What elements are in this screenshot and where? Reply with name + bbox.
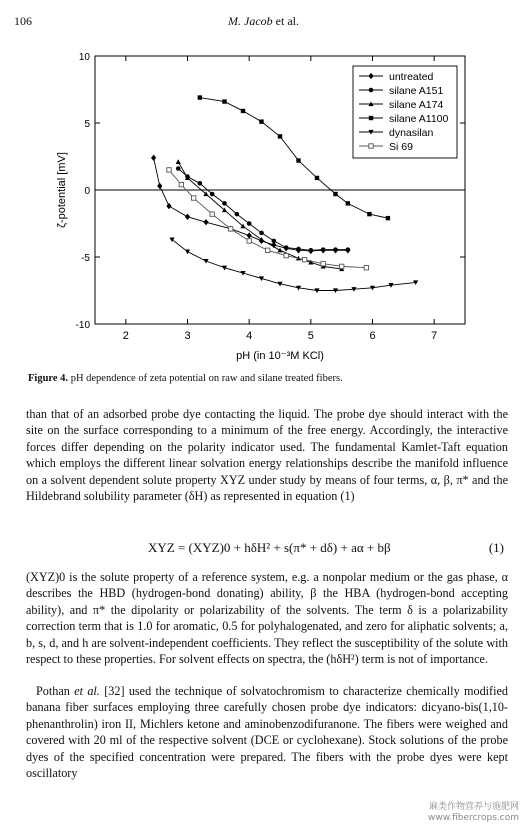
series-line-dynasilan [172,240,416,291]
legend-marker [369,144,373,148]
running-header [0,14,527,29]
paragraph-1: than that of an adsorbed probe dye contacting the liquid. The probe dye should interact with the site on the surface corresponding to a minimum of the free energy. Accordingly, the interactive forces differ depending on the polarity indicator used. The fundamental Kamlet-Taft equation which employs the different linear solvation energy relationships describe the manifold influence on a solvent dependent solute property XYZ under study by means of four terms, α, β, π* and the Hildebrand solubility parameter (δH) as represented in equation (1) [26,407,508,504]
data-point-dynasilan [185,250,190,255]
watermark-line-1: 麻类作物营养与施肥网 [428,802,519,812]
header-authors: M. Jacob [228,14,273,28]
paragraph-3 [26,683,508,781]
caption-text: pH dependence of zeta potential on raw and silane treated fibers. [68,373,343,384]
data-point-si-69 [265,248,269,252]
data-point-si-69 [302,257,306,261]
series-line-untreated [154,158,348,251]
data-point-silane-a1100 [241,109,245,113]
x-axis-label: pH (in 10⁻³M KCl) [236,350,324,362]
data-point-silane-a151 [222,201,227,206]
header-etal: et al. [272,14,299,28]
data-point-si-69 [284,253,288,257]
legend-label: Si 69 [389,141,413,153]
data-point-si-69 [191,196,195,200]
legend-label: untreated [389,71,434,83]
data-point-silane-a1100 [278,134,282,138]
data-point-silane-a174 [259,237,264,242]
data-point-si-69 [179,182,183,186]
data-point-si-69 [210,212,214,216]
data-point-si-69 [321,262,325,266]
watermark-line-2: www.fibercrops.com [428,813,519,823]
data-point-si-69 [364,266,368,270]
figure-caption [28,373,508,384]
legend-label: silane A151 [389,85,444,97]
data-point-silane-a1100 [222,99,226,103]
watermark [428,802,519,824]
data-point-silane-a151 [210,192,215,197]
data-point-untreated [151,155,156,161]
paragraph-2: (XYZ)0 is the solute property of a reference system, e.g. a nonpolar medium or the gas phase, α describes the HBD (hydrogen-bond donating) ability, β the HBA (hydrogen-bond accepting ability), and π* the dipolarity or polarizability of the solvents. The term δ is a polarizability correction term that is 1.0 for aromatic, 0.5 for polyhalogenated, and zero for aliphatic solvents; a, b, s, d, and h are solvent-independent coefficients. They reflect the susceptibility of the solute with respect to these properties. For solvent effects on spectra, the (hδH²) term is not of importance. [26,570,508,667]
y-tick-label: -5 [81,253,90,264]
data-point-silane-a1100 [315,176,319,180]
x-tick-label: 4 [246,330,253,342]
series-line-silane-a151 [178,169,348,251]
y-tick-label: 5 [84,119,90,130]
y-tick-label: 10 [78,52,90,63]
x-tick-label: 2 [122,330,129,342]
x-tick-label: 5 [307,330,314,342]
data-point-silane-a1100 [296,158,300,162]
data-point-silane-a1100 [333,192,337,196]
data-point-untreated [185,214,190,220]
legend-marker [369,88,374,93]
data-point-silane-a174 [176,159,181,164]
data-point-silane-a151 [321,247,326,252]
zeta-potential-chart [40,44,480,364]
paragraph-3-author: Pothan [36,684,75,698]
y-tick-label: -10 [75,320,90,331]
data-point-silane-a1100 [198,95,202,99]
data-point-silane-a174 [277,248,282,253]
data-point-silane-a151 [198,181,203,186]
data-point-silane-a151 [296,247,301,252]
legend-marker [369,116,373,120]
data-point-silane-a151 [259,231,264,236]
data-point-silane-a151 [176,166,181,171]
figure-label: Figure 4. [28,373,69,384]
data-point-si-69 [247,239,251,243]
data-point-untreated [166,203,171,209]
y-axis-label: ζ-potential [mV] [56,152,68,228]
data-point-silane-a151 [247,221,252,226]
data-point-untreated [157,183,162,189]
data-point-untreated [203,219,208,225]
data-point-silane-a151 [333,247,338,252]
x-tick-label: 3 [184,330,191,342]
y-tick-label: 0 [84,186,90,197]
data-point-silane-a151 [309,248,314,253]
data-point-si-69 [167,168,171,172]
x-tick-label: 7 [431,330,438,342]
data-point-silane-a151 [346,247,351,252]
legend-label: dynasilan [389,127,434,139]
data-point-silane-a151 [235,212,240,217]
data-point-silane-a1100 [346,201,350,205]
equation-expression: XYZ = (XYZ)0 + hδH² + s(π* + dδ) + aα + bβ [148,540,391,555]
paragraph-3-etal: et al. [74,684,100,698]
legend-label: silane A1100 [389,113,449,125]
page-number: 106 [14,14,32,28]
data-point-silane-a151 [284,245,289,250]
data-point-silane-a151 [272,239,277,244]
data-point-si-69 [228,227,232,231]
legend-label: silane A174 [389,99,444,111]
data-point-untreated [247,232,252,238]
data-point-silane-a1100 [259,119,263,123]
paragraph-3-text: [32] used the technique of solvatochromism to characterize chemically modified banana fiber surfaces employing three carefully chosen probe dye indicators: dicyano-bis(1,10-phenanthrolin) iron II, Michlers ketone and aminobenzodifuranone. The fibers were weighed and covered with 20 ml of the respective solvent (DCE or cyclohexane). Stock solutions of the probe dyes of the specified concentration were prepared. The fibers with the probe dyes were kept oscillatory [26,684,508,781]
equation-number: (1) [488,540,504,555]
data-point-silane-a1100 [367,212,371,216]
data-point-si-69 [339,264,343,268]
x-tick-label: 6 [369,330,376,342]
data-point-silane-a1100 [386,216,390,220]
